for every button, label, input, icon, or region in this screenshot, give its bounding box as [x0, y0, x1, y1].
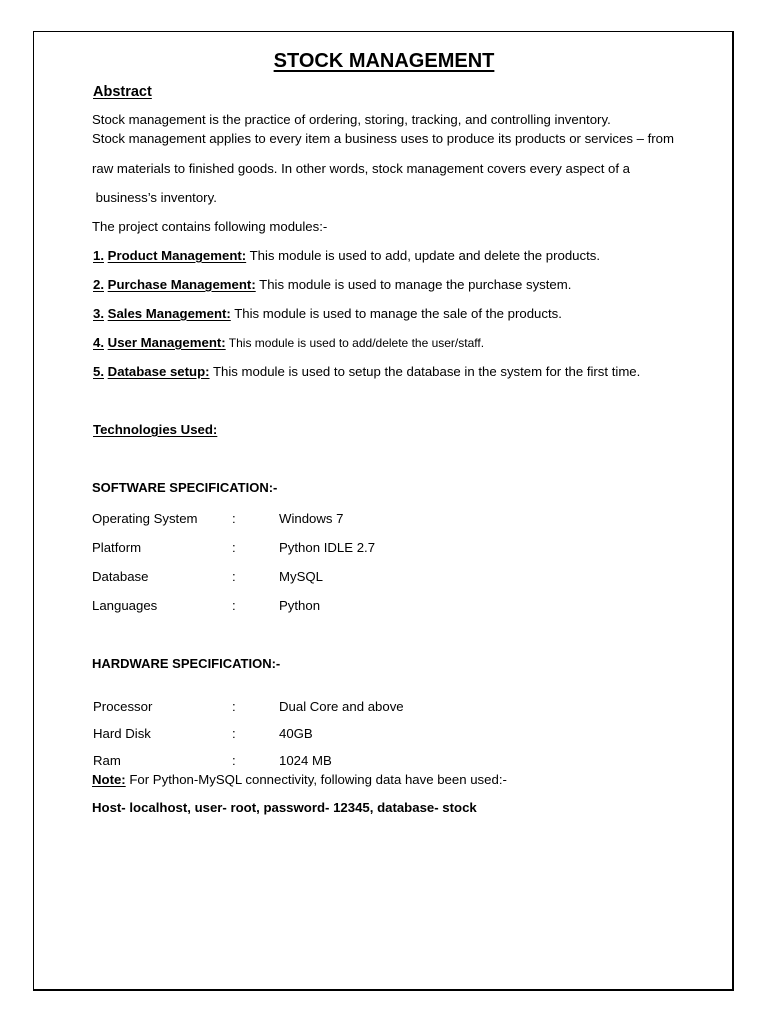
module-number: 4.	[93, 335, 104, 350]
module-description: This module is used to add, update and delete the products.	[246, 248, 601, 263]
module-name: Purchase Management:	[107, 277, 256, 292]
spec-label: Platform	[92, 540, 142, 555]
module-number: 1.	[93, 248, 104, 263]
spec-separator: :	[232, 598, 236, 613]
software-spec-heading: SOFTWARE SPECIFICATION:-	[92, 480, 278, 495]
module-number: 2.	[93, 277, 104, 292]
module-description: This module is used to manage the sale of the products.	[230, 306, 562, 321]
module-description: This module is used to setup the database in the system for the first time.	[209, 364, 641, 379]
spec-label: Ram	[93, 753, 121, 768]
module-item	[93, 277, 571, 293]
note-label: Note:	[92, 772, 126, 787]
abstract-line-1: Stock management is the practice of ordering, storing, tracking, and controlling inventory.	[92, 112, 611, 127]
spec-label: Database	[92, 569, 149, 584]
spec-separator: :	[232, 699, 236, 714]
note-line	[92, 772, 507, 788]
module-number: 5.	[93, 364, 104, 379]
abstract-line-4: business’s inventory.	[92, 190, 217, 205]
modules-intro: The project contains following modules:-	[92, 219, 328, 234]
connection-info: Host- localhost, user- root, password- 12345, database- stock	[92, 800, 477, 815]
spec-label: Processor	[93, 699, 153, 714]
abstract-heading: Abstract	[93, 84, 152, 100]
spec-separator: :	[232, 726, 236, 741]
spec-label: Operating System	[92, 511, 198, 526]
spec-value: MySQL	[279, 569, 323, 584]
spec-label: Languages	[92, 598, 158, 613]
spec-value: Dual Core and above	[279, 699, 404, 714]
document-title: STOCK MANAGEMENT	[273, 50, 495, 72]
module-name: Sales Management:	[107, 306, 231, 321]
spec-value: Python IDLE 2.7	[279, 540, 376, 555]
module-item	[93, 306, 562, 322]
hardware-spec-heading: HARDWARE SPECIFICATION:-	[92, 656, 281, 671]
spec-separator: :	[232, 511, 236, 526]
module-item	[93, 248, 600, 264]
module-item	[93, 335, 484, 351]
module-name: Product Management:	[107, 248, 247, 263]
module-description: This module is used to add/delete the user/staff.	[225, 336, 485, 350]
module-name: User Management:	[107, 335, 226, 350]
module-name: Database setup:	[107, 364, 210, 379]
module-item	[93, 364, 640, 380]
note-text: For Python-MySQL connectivity, following data have been used:-	[125, 772, 507, 787]
spec-separator: :	[232, 540, 236, 555]
technologies-heading: Technologies Used:	[93, 422, 218, 437]
abstract-line-2: Stock management applies to every item a business uses to produce its products or services – from	[92, 131, 674, 146]
spec-value: 40GB	[279, 726, 313, 741]
spec-value: Python	[279, 598, 321, 613]
spec-separator: :	[232, 569, 236, 584]
spec-separator: :	[232, 753, 236, 768]
spec-value: 1024 MB	[279, 753, 332, 768]
module-number: 3.	[93, 306, 104, 321]
spec-value: Windows 7	[279, 511, 344, 526]
spec-label: Hard Disk	[93, 726, 151, 741]
module-description: This module is used to manage the purchase system.	[255, 277, 572, 292]
abstract-line-3: raw materials to finished goods. In other words, stock management covers every aspect of a	[92, 161, 631, 176]
